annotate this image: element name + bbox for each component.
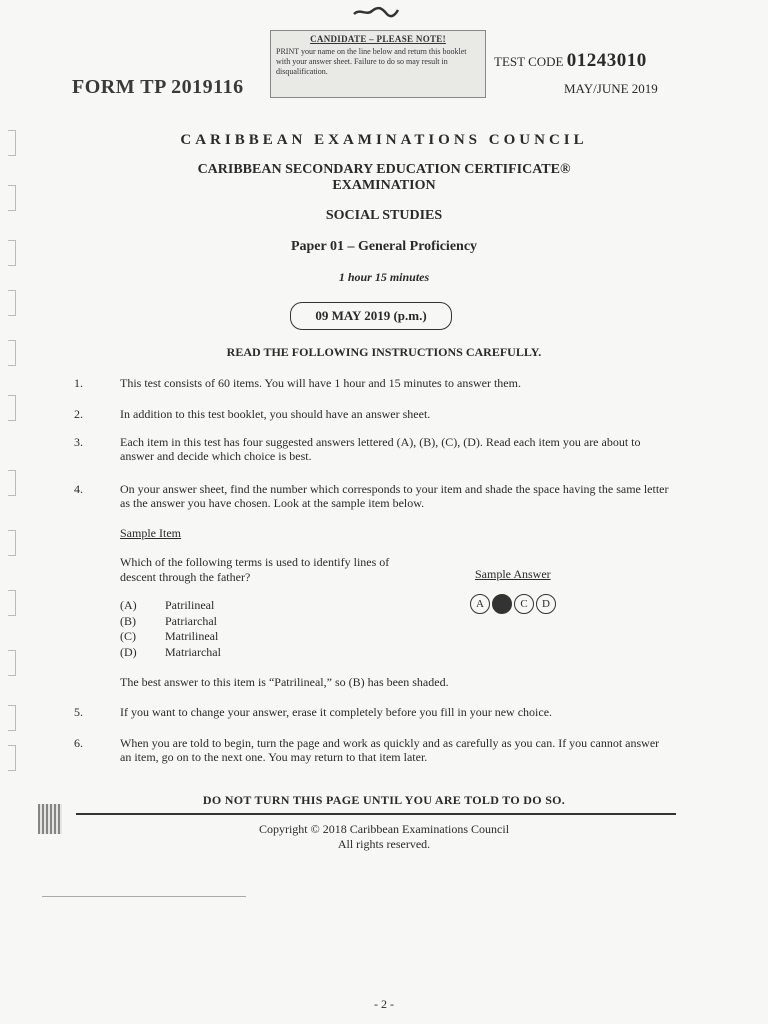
answer-bubble-c: C — [514, 594, 534, 614]
sample-explanation: The best answer to this item is “Patrilineal,” so (B) has been shaded. — [120, 675, 449, 689]
option-letter: (D) — [120, 644, 137, 659]
sample-answer-label: Sample Answer — [475, 567, 551, 581]
copyright-line: Copyright © 2018 Caribbean Examinations Council — [258, 822, 510, 836]
option-letter: (C) — [120, 629, 136, 643]
do-not-turn-warning: DO NOT TURN THIS PAGE UNTIL YOU ARE TOLD TO DO SO. — [202, 793, 566, 807]
test-code-label: TEST CODE — [494, 54, 564, 69]
option-text: Matrilineal — [165, 629, 219, 643]
instructions-heading: READ THE FOLLOWING INSTRUCTIONS CAREFULLY. — [226, 345, 542, 359]
rights-line: All rights reserved. — [337, 837, 431, 851]
sample-option — [120, 629, 221, 645]
option-letter: (A) — [120, 598, 137, 612]
divider — [76, 813, 676, 815]
page-number: - 2 - — [374, 997, 394, 1011]
divider — [42, 896, 246, 897]
binding-mark — [8, 395, 16, 421]
option-text: Patriarchal — [165, 613, 217, 628]
instruction-number: 1. — [74, 376, 83, 390]
instruction-text: On your answer sheet, find the number which corresponds to your item and shade the space having the same letter as the answer you have chosen. Look at the sample item below. — [120, 482, 669, 510]
answer-bubble-b: B — [492, 594, 512, 614]
form-number: FORM TP 2019116 — [72, 76, 244, 98]
sample-option — [120, 614, 221, 630]
sample-options — [120, 598, 221, 660]
instruction-text: Each item in this test has four suggested answers lettered (A), (B), (C), (D). Read each item you are about to answer and decide which choice is best. — [120, 435, 641, 463]
binding-mark — [8, 745, 16, 771]
option-letter: (B) — [120, 613, 136, 628]
answer-bubbles — [470, 594, 556, 614]
council-name: CARIBBEAN EXAMINATIONS COUNCIL — [180, 132, 588, 148]
instruction-number: 4. — [74, 482, 83, 496]
binding-mark — [8, 530, 16, 556]
certificate-title — [0, 162, 768, 194]
exam-duration: 1 hour 15 minutes — [338, 270, 430, 284]
instruction-text: This test consists of 60 items. You will have 1 hour and 15 minutes to answer them. — [120, 376, 521, 390]
instruction-number: 2. — [74, 407, 83, 421]
handwritten-mark — [352, 4, 400, 20]
sample-question: Which of the following terms is used to identify lines of descent through the father? — [120, 555, 390, 584]
option-text: Patrilineal — [165, 598, 215, 612]
binding-mark — [8, 290, 16, 316]
exam-date: 09 MAY 2019 (p.m.) — [290, 302, 452, 330]
sample-option — [120, 645, 221, 661]
test-code-value: 01243010 — [566, 50, 647, 71]
paper-title: Paper 01 – General Proficiency — [290, 239, 478, 254]
subject-title: SOCIAL STUDIES — [325, 208, 443, 223]
test-code — [494, 50, 647, 72]
notice-body: PRINT your name on the line below and return this booklet with your answer sheet. Failure to do so may result in disqualification. — [276, 47, 467, 76]
instruction-text: If you want to change your answer, erase it completely before you fill in your new choice. — [120, 705, 553, 719]
binding-mark — [8, 650, 16, 676]
binding-mark — [8, 590, 16, 616]
option-text: Matriarchal — [165, 644, 221, 659]
certificate-line2: EXAMINATION — [332, 178, 436, 193]
answer-bubble-a: A — [470, 594, 490, 614]
certificate-line1: CARIBBEAN SECONDARY EDUCATION CERTIFICATE® — [197, 162, 571, 177]
sample-item-label: Sample Item — [120, 526, 181, 540]
candidate-notice-box — [270, 30, 486, 98]
instruction-number: 5. — [74, 705, 83, 719]
exam-session: MAY/JUNE 2019 — [564, 81, 658, 96]
binding-mark — [8, 705, 16, 731]
binding-mark — [8, 470, 16, 496]
instruction-number: 3. — [74, 435, 83, 449]
notice-title: CANDIDATE – PLEASE NOTE! — [310, 34, 446, 44]
sample-option — [120, 598, 221, 614]
instruction-text: In addition to this test booklet, you should have an answer sheet. — [120, 407, 431, 421]
copyright-notice — [0, 822, 768, 852]
answer-bubble-d: D — [536, 594, 556, 614]
instruction-text: When you are told to begin, turn the page and work as quickly and as carefully as you can. If you cannot answer an item, go on to the next one. You may return to that item later. — [120, 736, 660, 764]
instruction-number: 6. — [74, 736, 83, 750]
